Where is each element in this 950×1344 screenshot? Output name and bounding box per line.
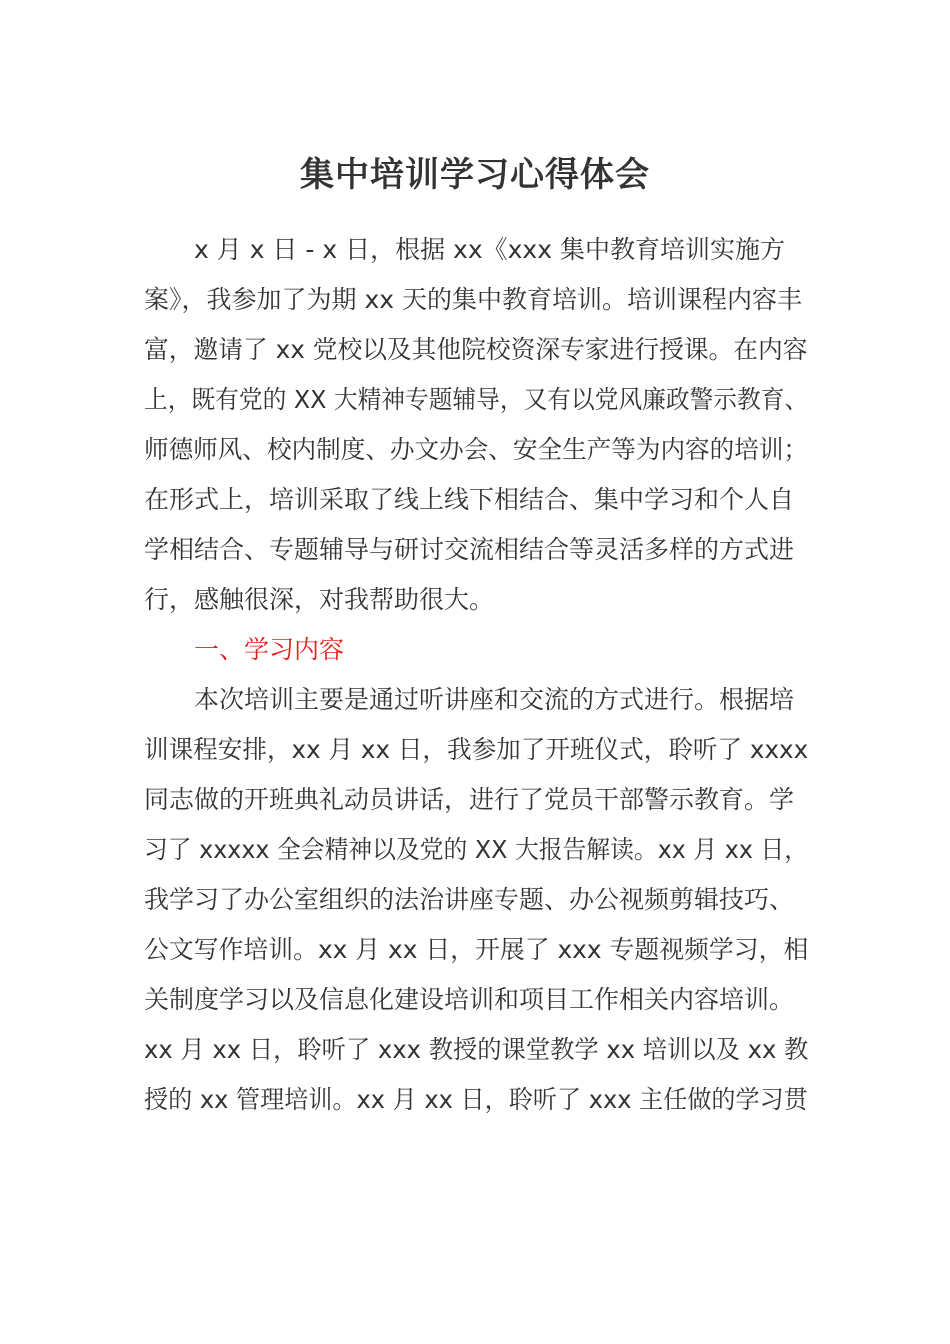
paragraph-line: 习了 xxxxx 全会精神以及党的 XX 大报告解读。xx 月 xx 日， [144,835,809,864]
paragraph-line: 本次培训主要是通过听讲座和交流的方式进行。根据培 [194,685,795,714]
paragraph-line: 授的 xx 管理培训。xx 月 xx 日，聆听了 xxx 主任做的学习贯 [144,1085,808,1114]
paragraph-line: x 月 x 日 - x 日，根据 xx《xxx 集中教育培训实施方 [194,235,785,264]
paragraph-line: 学相结合、专题辅导与研讨交流相结合等灵活多样的方式进 [144,535,795,564]
document-title: 集中培训学习心得体会 [300,155,650,195]
paragraph-line: 我学习了办公室组织的法治讲座专题、办公视频剪辑技巧、 [144,885,795,914]
paragraph-line: 上，既有党的 XX 大精神专题辅导，又有以党风廉政警示教育、 [144,385,809,414]
paragraph-line: 富，邀请了 xx 党校以及其他院校资深专家进行授课。在内容 [144,335,808,364]
paragraph-line: 师德师风、校内制度、办文办会、安全生产等为内容的培训； [144,435,809,464]
paragraph-line: 训课程安排，xx 月 xx 日，我参加了开班仪式，聆听了 xxxx [144,735,809,764]
paragraph-line: 行，感触很深，对我帮助很大。 [144,585,495,614]
paragraph-line: 公文写作培训。xx 月 xx 日，开展了 xxx 专题视频学习，相 [144,935,809,964]
paragraph-line: xx 月 xx 日，聆听了 xxx 教授的课堂教学 xx 培训以及 xx 教 [144,1035,809,1064]
section-heading: 一、学习内容 [194,635,345,664]
paragraph-line: 案》，我参加了为期 xx 天的集中教育培训。培训课程内容丰 [144,285,802,314]
paragraph-line: 关制度学习以及信息化建设培训和项目工作相关内容培训。 [144,985,795,1014]
paragraph-line: 在形式上，培训采取了线上线下相结合、集中学习和个人自 [144,485,795,514]
paragraph-line: 同志做的开班典礼动员讲话，进行了党员干部警示教育。学 [144,785,795,814]
